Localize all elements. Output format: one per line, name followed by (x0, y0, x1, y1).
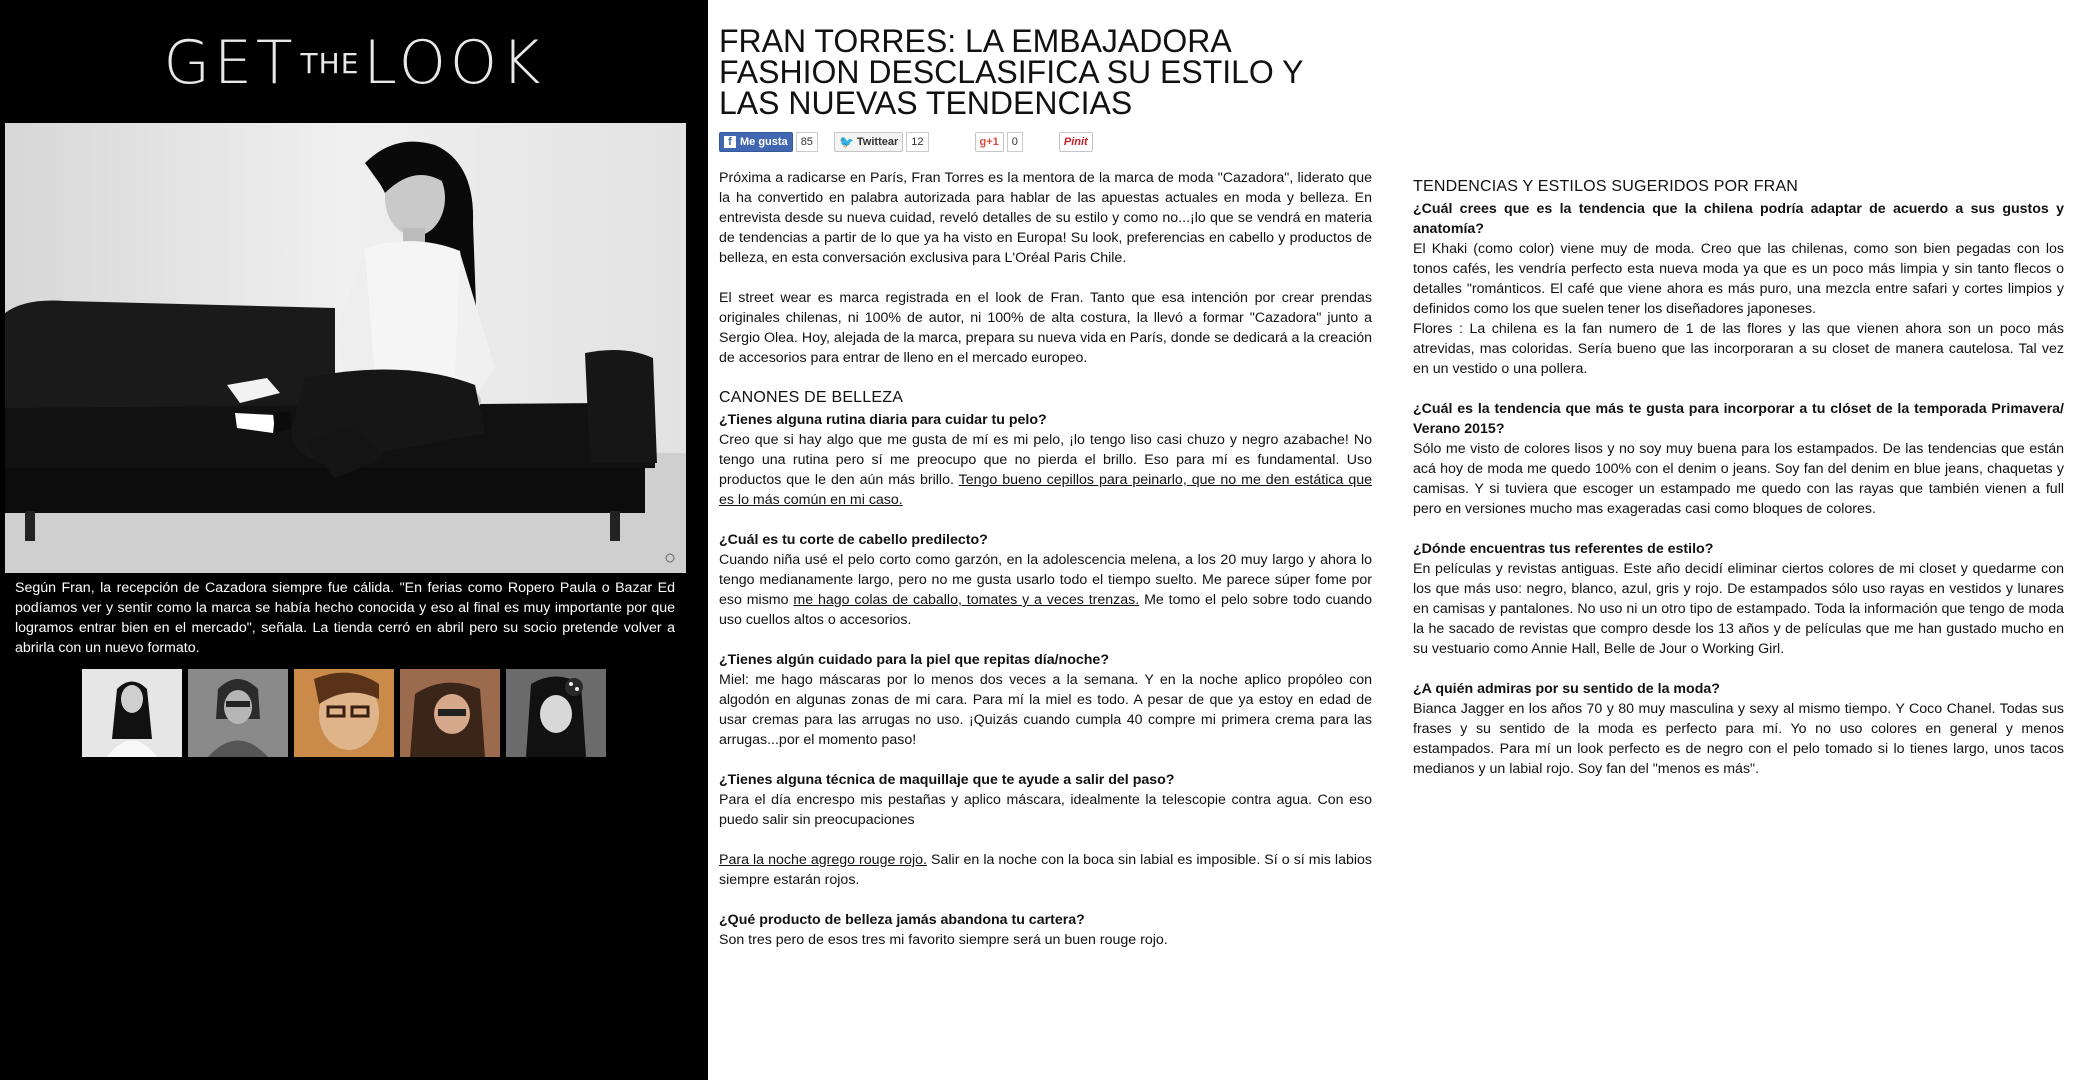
qa-fashion-icons (1413, 679, 2064, 779)
thumbnail-5[interactable] (506, 669, 606, 757)
question: ¿Tienes alguna rutina diaria para cuidar tu pelo? (719, 412, 1047, 428)
qa-style-references (1413, 539, 2064, 659)
answer: Miel: me hago máscaras por lo menos dos veces a la semana. Y en la noche aplico propóleo con algodón en algunas zonas de mi cara. Para mí la miel es todo. A pesar de que ya estoy en edad de usar cremas para las arrugas no uso. ¡Quizás cuando cumpla 40 compre mi primera crema para las arrugas...por el momento paso! (719, 672, 1372, 748)
answer: Para el día encrespo mis pestañas y aplico máscara, idealmente la telescopie contra agua. Con eso puedo salir sin preocupaciones (719, 792, 1372, 828)
question: ¿Cuál es tu corte de cabello predilecto? (719, 532, 988, 548)
logo-get: GET (163, 28, 297, 98)
qa-skin-care (719, 650, 1372, 750)
answer: Son tres pero de esos tres mi favorito siempre será un buen rouge rojo. (719, 932, 1168, 948)
thumbnail-3[interactable] (294, 669, 394, 757)
facebook-like-label: Me gusta (740, 136, 788, 148)
logo-look: LOOK (363, 28, 545, 98)
pinterest-pin-it-button[interactable]: Pinit (1059, 132, 1093, 152)
answer: El Khaki (como color) viene muy de moda. Creo que las chilenas, como son bien pegadas con los tonos cafés, les vendría perfecto esta nueva moda ya que es un poco más limpia y sin tanto flecos o detalles "románticos. El café que viene ahora es más puro, una mezcla entre safari y cortes limpios y definidos como los que suelen tener los diseñadores japoneses. (1413, 241, 2064, 317)
facebook-icon: f (724, 136, 736, 148)
section-heading-canones: CANONES DE BELLEZA (719, 389, 904, 406)
qa-favorite-trend (1413, 399, 2064, 519)
main-photo[interactable] (5, 123, 686, 573)
twitter-bird-icon: 🐦 (838, 135, 854, 149)
intro-paragraph-2: El street wear es marca registrada en el look de Fran. Tanto que esa intención por crear prendas originales chilenas, ni 100% de autor, ni 100% de alta costura, la llevó a formar "Cazadora" junto a Sergio Olea. Hoy, alejada de la marca, prepara su nueva vida en París, donde se dedicará a la creación de accesorios para entrar de lleno en el mercado europeo. (719, 290, 1372, 366)
thumbnail-1[interactable] (82, 669, 182, 757)
twitter-tweet-label: Twittear (856, 136, 899, 148)
photo-caption: Según Fran, la recepción de Cazadora siempre fue cálida. "En ferias como Ropero Paula o Bazar Ed podíamos ver y sentir como la marca se había hecho conocida y eso al final es muy importante por que logramos entrar bien en el mercado", señala. La tienda cerró en abril pero su socio pretende volver a abrirla con un nuevo formato. (15, 580, 675, 656)
logo-the: THE (300, 46, 360, 80)
answer: En películas y revistas antiguas. Este año decidí eliminar ciertos colores de mi closet y quedarme con los que más uso: negro, blanco, azul, gris y rojo. De estampados sólo uso rayas en vestidos y lunares en camisas y pantalones. No uso ni un otro tipo de estampado. Toda la información que tengo de moda la he sacado de revistas que compro desde los 13 años y de películas que me han gustado mucho en su vestuario como Annie Hall, Belle de Jour o Working Girl. (1413, 561, 2064, 657)
question: ¿Tienes alguna técnica de maquillaje que te ayude a salir del paso? (719, 772, 1175, 788)
answer-continued: Para la noche agrego rouge rojo. Salir en la noche con la boca sin labial es imposible. Sí o sí mis labios siempre estarán rojos. (719, 852, 1372, 888)
question: ¿A quién admiras por su sentido de la moda? (1413, 681, 1720, 697)
qa-hair-routine (719, 410, 1372, 510)
answer: Cuando niña usé el pelo corto como garzón, en la adolescencia melena, a los 20 muy largo y ahora lo tengo medianamente largo, pero no me gusta usarlo todo el tiempo suelto. Me parece súper fome por eso mismo me hago colas de caballo, tomates y a veces trenzas. Me tomo el pelo sobre todo cuando uso cuellos altos o accesorios. (719, 552, 1373, 628)
share-bar (719, 131, 1109, 153)
thumbnail-4[interactable] (400, 669, 500, 757)
qa-purse-product (719, 910, 1372, 950)
google-plus-count: 0 (1007, 132, 1023, 152)
qa-trend-chilena (1413, 199, 2064, 379)
question: ¿Dónde encuentras tus referentes de estilo? (1413, 541, 1714, 557)
question: ¿Cuál es la tendencia que más te gusta para incorporar a tu clóset de la temporada Primavera/ Verano 2015? (1413, 401, 2064, 437)
get-the-look-logo[interactable] (0, 28, 708, 98)
qa-haircut (719, 530, 1372, 630)
question: ¿Qué producto de belleza jamás abandona tu cartera? (719, 912, 1085, 928)
answer: Creo que si hay algo que me gusta de mí es mi pelo, ¡lo tengo liso casi chuzo y negro azabache! No tengo una rutina pero sí me preocupo que no pierda el brillo. Eso para mí es fundamental. Uso productos que le den aún más brillo. Tengo bueno cepillos para peinarlo, que no me den estática que es lo más común en mi caso. (719, 432, 1372, 508)
section-heading-tendencias: TENDENCIAS Y ESTILOS SUGERIDOS POR FRAN (1413, 178, 1799, 195)
article-column-left (719, 168, 1372, 970)
question: ¿Tienes algún cuidado para la piel que repitas día/noche? (719, 652, 1109, 668)
thumbnail-strip (82, 669, 606, 757)
red-lipstick-link[interactable]: Para la noche agrego rouge rojo. (719, 852, 927, 868)
qa-makeup-technique (719, 770, 1372, 890)
article-title: FRAN TORRES: LA EMBAJADORA FASHION DESCLASIFICA SU ESTILO Y LAS NUEVAS TENDENCIAS (719, 23, 1303, 121)
article-column-right (1413, 168, 2064, 799)
left-panel (0, 0, 708, 1080)
hairstyles-link[interactable]: me hago colas de caballo, tomates y a veces trenzas. (793, 592, 1140, 608)
woman-on-sofa-photo (5, 123, 686, 573)
facebook-like-count: 85 (796, 132, 818, 152)
question: ¿Cuál crees que es la tendencia que la chilena podría adaptar de acuerdo a sus gustos y anatomía? (1413, 201, 2064, 237)
answer: Sólo me visto de colores lisos y no soy muy buena para los estampados. De las tendencias que están acá hoy de moda me quedo 100% con el denim o jeans. Soy fan del denim en blue jeans, chaquetas y camisas. Y si tuviera que escoger un estampado me quedo con las rayas que también vienen a full pero en versiones mucho mas exageradas casi como bloques de colores. (1413, 441, 2064, 517)
answer: Bianca Jagger en los años 70 y 80 muy masculina y sexy al mismo tiempo. Y Coco Chanel. Todas sus frases y su sentido de la moda es perfecto para mí. Yo no uso colores en general y menos estampados. Para mí un look perfecto es de negro con el pelo tomado si lo tienes largo, unos tacos medianos y un labial rojo. Soy fan del "menos es más". (1413, 701, 2064, 777)
intro-paragraph-1: Próxima a radicarse en París, Fran Torres es la mentora de la marca de moda "Cazadora", liderato que la ha convertido en palabra autorizada para hablar de las apuestas actuales en moda y belleza. En entrevista desde su nueva cuidad, reveló detalles de su estilo y como no...¡lo que se vendrá en materia de tendencias a partir de lo que ya ha visto en Europa! Su look, preferencias en cabello y productos de belleza, en esta conversación exclusiva para L'Oréal Paris Chile. (719, 170, 1372, 266)
twitter-tweet-count: 12 (906, 132, 928, 152)
thumbnail-2[interactable] (188, 669, 288, 757)
facebook-like-button[interactable] (719, 132, 793, 152)
brushes-link[interactable]: Tengo bueno cepillos para peinarlo, que no me den estática que es lo más común en mi caso. (719, 472, 1372, 508)
twitter-tweet-button[interactable] (834, 132, 903, 152)
google-plus-one-button[interactable]: g+1 (975, 132, 1004, 152)
answer-continued: Flores : La chilena es la fan numero de 1 de las flores y las que vienen ahora son un poco más atrevidas, mas coloridas. Sería bueno que las incorporaran a su closet de manera cautelosa. Tal vez en un vestido o una pollera. (1413, 321, 2064, 377)
